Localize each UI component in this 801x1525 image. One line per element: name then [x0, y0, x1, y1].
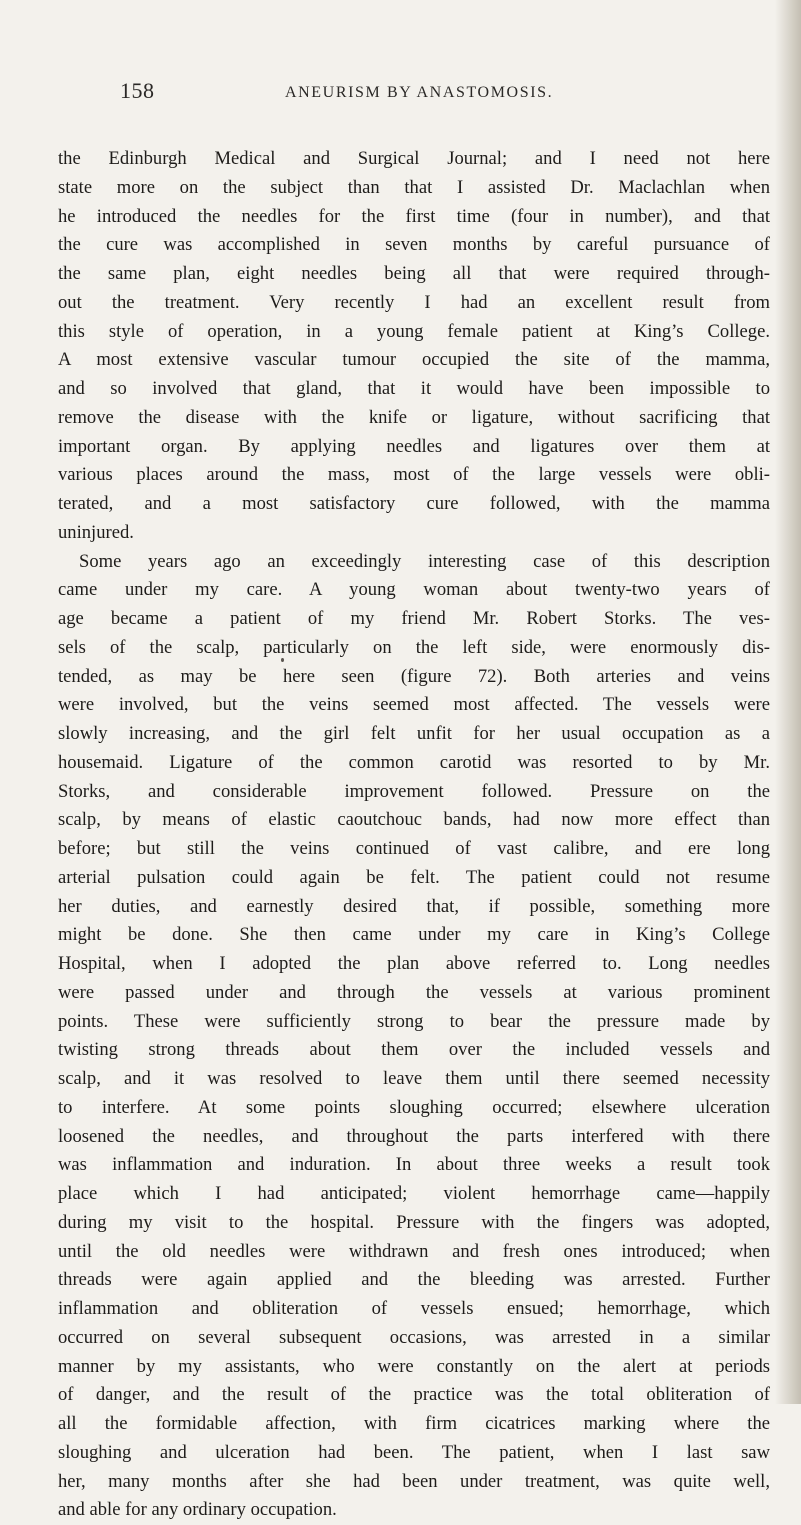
text-line: before; but still the veins continued of vast calibre, and ere long: [58, 838, 770, 859]
text-line: during my visit to the hospital. Pressure with the fingers was adopted,: [58, 1211, 770, 1233]
paragraph-end-line: uninjured.: [58, 521, 134, 543]
text-line: this style of operation, in a young female patient at King’s College.: [58, 320, 770, 342]
text-line: and so involved that gland, that it would have been impossible to: [58, 378, 770, 399]
text-line: manner by my assistants, who were constantly on the alert at periods: [58, 1355, 770, 1377]
text-line: were involved, but the veins seemed most affected. The vessels were: [58, 694, 770, 716]
text-line: age became a patient of my friend Mr. Robert Storks. The ves-: [58, 608, 770, 629]
text-line: slowly increasing, and the girl felt unfit for her usual occupation as a: [58, 723, 770, 744]
running-head: ANEURISM BY ANASTOMOSIS.: [285, 84, 554, 101]
text-line: Hospital, when I adopted the plan above referred to. Long needles: [58, 953, 770, 974]
text-line: scalp, by means of elastic caoutchouc bands, had now more effect than: [58, 809, 770, 831]
text-line: the Edinburgh Medical and Surgical Journal; and I need not here: [58, 148, 770, 169]
text-line: various places around the mass, most of the large vessels were obli-: [58, 464, 770, 486]
text-line: A most extensive vascular tumour occupied the site of the mamma,: [58, 349, 770, 371]
text-line: until the old needles were withdrawn and fresh ones introduced; when: [58, 1240, 770, 1262]
text-line: points. These were sufficiently strong to bear the pressure made by: [58, 1010, 770, 1032]
text-line: the same plan, eight needles being all that were required through-: [58, 263, 770, 284]
text-line: came under my care. A young woman about twenty-two years of: [58, 579, 770, 601]
text-line: threads were again applied and the bleeding was arrested. Further: [58, 1269, 770, 1291]
ink-speck: [281, 658, 284, 662]
text-line: housemaid. Ligature of the common carotid was resorted to by Mr.: [58, 751, 770, 773]
text-line: arterial pulsation could again be felt. The patient could not resume: [58, 866, 770, 888]
text-line: occurred on several subsequent occasions, was arrested in a similar: [58, 1326, 770, 1348]
text-line: all the formidable affection, with firm cicatrices marking where the: [58, 1413, 770, 1434]
text-line: Storks, and considerable improvement followed. Pressure on the: [58, 780, 770, 802]
text-line: sels of the scalp, particularly on the left side, were enormously dis-: [58, 636, 770, 658]
paragraph-start-line: Some years ago an exceedingly interesting case of this description: [79, 550, 770, 572]
text-line: was inflammation and induration. In about three weeks a result took: [58, 1154, 770, 1176]
text-line: tended, as may be here seen (figure 72). Both arteries and veins: [58, 665, 770, 687]
paragraph-end-line: and able for any ordinary occupation.: [58, 1499, 337, 1521]
text-line: he introduced the needles for the first time (four in number), and that: [58, 205, 770, 227]
text-line: place which I had anticipated; violent hemorrhage came—happily: [58, 1183, 770, 1204]
text-line: out the treatment. Very recently I had an excellent result from: [58, 291, 770, 313]
text-line: scalp, and it was resolved to leave them until there seemed necessity: [58, 1068, 770, 1089]
text-line: her duties, and earnestly desired that, if possible, something more: [58, 895, 770, 917]
text-line: her, many months after she had been under treatment, was quite well,: [58, 1470, 770, 1492]
text-line: were passed under and through the vessels at various prominent: [58, 981, 770, 1003]
text-line: sloughing and ulceration had been. The patient, when I last saw: [58, 1441, 770, 1463]
text-line: twisting strong threads about them over the included vessels and: [58, 1039, 770, 1061]
text-line: of danger, and the result of the practice was the total obliteration of: [58, 1384, 770, 1406]
body-text: [58, 145, 770, 1525]
text-line: to interfere. At some points sloughing occurred; elsewhere ulceration: [58, 1096, 770, 1118]
text-line: state more on the subject than that I assisted Dr. Maclachlan when: [58, 176, 770, 198]
text-line: inflammation and obliteration of vessels ensued; hemorrhage, which: [58, 1298, 770, 1319]
page-edge-shadow: [775, 0, 801, 1404]
text-line: loosened the needles, and throughout the parts interfered with there: [58, 1125, 770, 1147]
text-line: remove the disease with the knife or ligature, without sacrificing that: [58, 406, 770, 428]
text-line: important organ. By applying needles and ligatures over them at: [58, 435, 770, 457]
text-line: the cure was accomplished in seven months by careful pursuance of: [58, 234, 770, 256]
text-line: terated, and a most satisfactory cure followed, with the mamma: [58, 493, 770, 514]
text-line: might be done. She then came under my care in King’s College: [58, 924, 770, 946]
page-number: 158: [120, 78, 155, 103]
